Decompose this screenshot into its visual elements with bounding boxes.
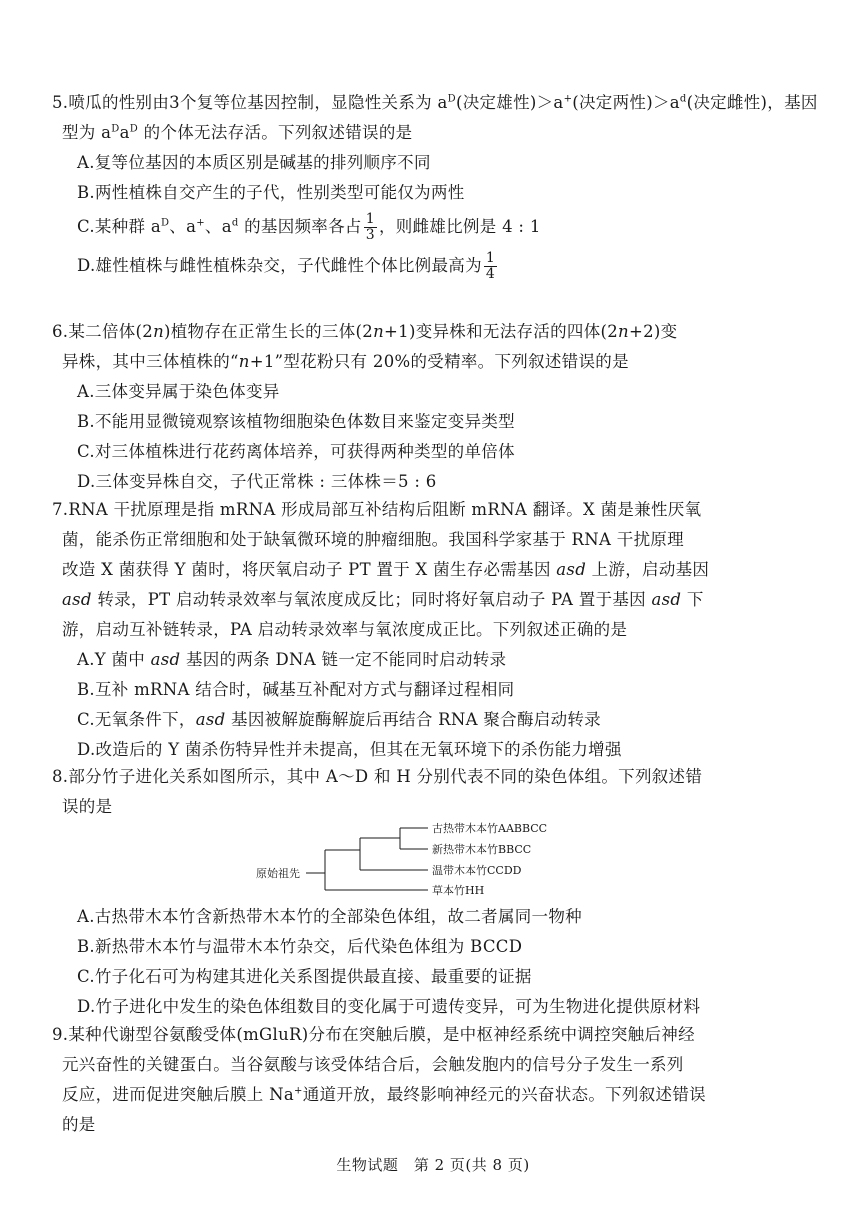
q7-line5: 游，启动互补链转录，PA 启动转录效率与氧浓度成正比。下列叙述正确的是 (62, 620, 628, 639)
q8-option-c: C.竹子化石可为构建其进化关系图提供最直接、最重要的证据 (77, 967, 532, 986)
fraction-one-quarter: $\frac{1}{4}$ (485, 250, 496, 282)
q8-option-d: D.竹子进化中发生的染色体组数目的变化属于可遗传变异，可为生物进化提供原材料 (77, 997, 701, 1016)
evolution-tree-diagram (250, 820, 580, 909)
q6-option-b: B.不能用显微镜观察该植物细胞染色体数目来鉴定变异类型 (77, 412, 515, 431)
tree-leaf-paleotropical: 古热带木本竹AABBCC (432, 822, 548, 835)
q8-line1: 8.部分竹子进化关系如图所示，其中 A～D 和 H 分别代表不同的染色体组。下列叙述错 (52, 767, 703, 786)
q9-line1: 9.某种代谢型谷氨酸受体(mGluR)分布在突触后膜，是中枢神经系统中调控突触后神经 (52, 1025, 695, 1044)
q7-option-b: B.互补 mRNA 结合时，碱基互补配对方式与翻译过程相同 (77, 680, 515, 699)
question-8 (52, 762, 818, 822)
question-5 (52, 88, 818, 282)
question-6 (52, 317, 818, 497)
q5-option-b: B.两性植株自交产生的子代，性别类型可能仅为两性 (77, 183, 465, 202)
tree-leaf-temperate: 温带木本竹CCDD (432, 864, 522, 877)
q6-stem: 6.某二倍体(2n)植物存在正常生长的三体(2n+1)变异株和无法存活的四体(2n+2)变 (52, 322, 678, 341)
q9-line3: 反应，进而促进突触后膜上 Na+通道开放，最终影响神经元的兴奋状态。下列叙述错误 (62, 1085, 706, 1104)
tree-leaf-neotropical: 新热带木本竹BBCC (432, 843, 532, 856)
tree-svg (250, 820, 580, 905)
q5-option-d: D.雄性植株与雌性植株杂交，子代雌性个体比例最高为 $\frac{1}{4}$ (77, 250, 496, 282)
q8-option-b: B.新热带木本竹与温带木本竹杂交，后代染色体组为 BCCD (77, 937, 523, 956)
q7-line1: 7.RNA 干扰原理是指 mRNA 形成局部互补结构后阻断 mRNA 翻译。X 菌是兼性厌氧 (52, 500, 702, 519)
tree-root-label: 原始祖先 (256, 867, 300, 880)
q9-line2: 元兴奋性的关键蛋白。当谷氨酸与该受体结合后，会触发胞内的信号分子发生一系列 (62, 1055, 684, 1074)
q8-line2: 误的是 (62, 797, 113, 816)
tree-leaf-herbaceous: 草本竹HH (432, 884, 485, 897)
question-8-options (62, 902, 818, 1022)
q7-option-c: C.无氧条件下，asd 基因被解旋酶解旋后再结合 RNA 聚合酶启动转录 (77, 710, 601, 729)
q7-line2: 菌，能杀伤正常细胞和处于缺氧微环境的肿瘤细胞。我国科学家基于 RNA 干扰原理 (62, 530, 684, 549)
q7-line3: 改造 X 菌获得 Y 菌时，将厌氧启动子 PT 置于 X 菌生存必需基因 asd 上游，启动基因 (62, 560, 710, 579)
q6-option-c: C.对三体植株进行花药离体培养，可获得两种类型的单倍体 (77, 442, 515, 461)
page-footer: 生物试题 第 2 页(共 8 页) (336, 1156, 530, 1174)
q7-line4: asd 转录，PT 启动转录效率与氧浓度成反比；同时将好氧启动子 PA 置于基因 asd 下 (62, 590, 704, 609)
q8-option-a: A.古热带木本竹含新热带木本竹的全部染色体组，故二者属同一物种 (77, 907, 582, 926)
question-9 (52, 1020, 818, 1140)
q5-option-c: C.某种群 $a^D$、a+、$a^d$ 的基因频率各占 $\frac{1}{3}$ ，则雌雄比例是 4 : 1 (77, 211, 541, 243)
q5-option-a: A.复等位基因的本质区别是碱基的排列顺序不同 (77, 153, 431, 172)
q6-option-d: D.三体变异株自交，子代正常株 : 三体株＝5 : 6 (77, 472, 437, 491)
q7-option-d: D.改造后的 Y 菌杀伤特异性并未提高，但其在无氧环境下的杀伤能力增强 (77, 740, 622, 759)
fraction-one-third: $\frac{1}{3}$ (365, 211, 375, 243)
question-7 (52, 495, 818, 765)
q7-option-a: A.Y 菌中 asd 基因的两条 DNA 链一定不能同时启动转录 (77, 650, 507, 669)
q6-stem-line2: 异株，其中三体植株的“n+1”型花粉只有 20%的受精率。下列叙述错误的是 (62, 352, 629, 371)
q9-line4: 的是 (62, 1115, 96, 1134)
q5-stem: 5.喷瓜的性别由3个复等位基因控制，显隐性关系为 $a^D$(决定雄性)＞a+(决定两性)$>a^d$(决定雌性)，基因型为 $a^Da^D$ 的个体无法存活。下列叙述错误的是 (52, 93, 818, 142)
q6-option-a: A.三体变异属于染色体变异 (77, 382, 280, 401)
